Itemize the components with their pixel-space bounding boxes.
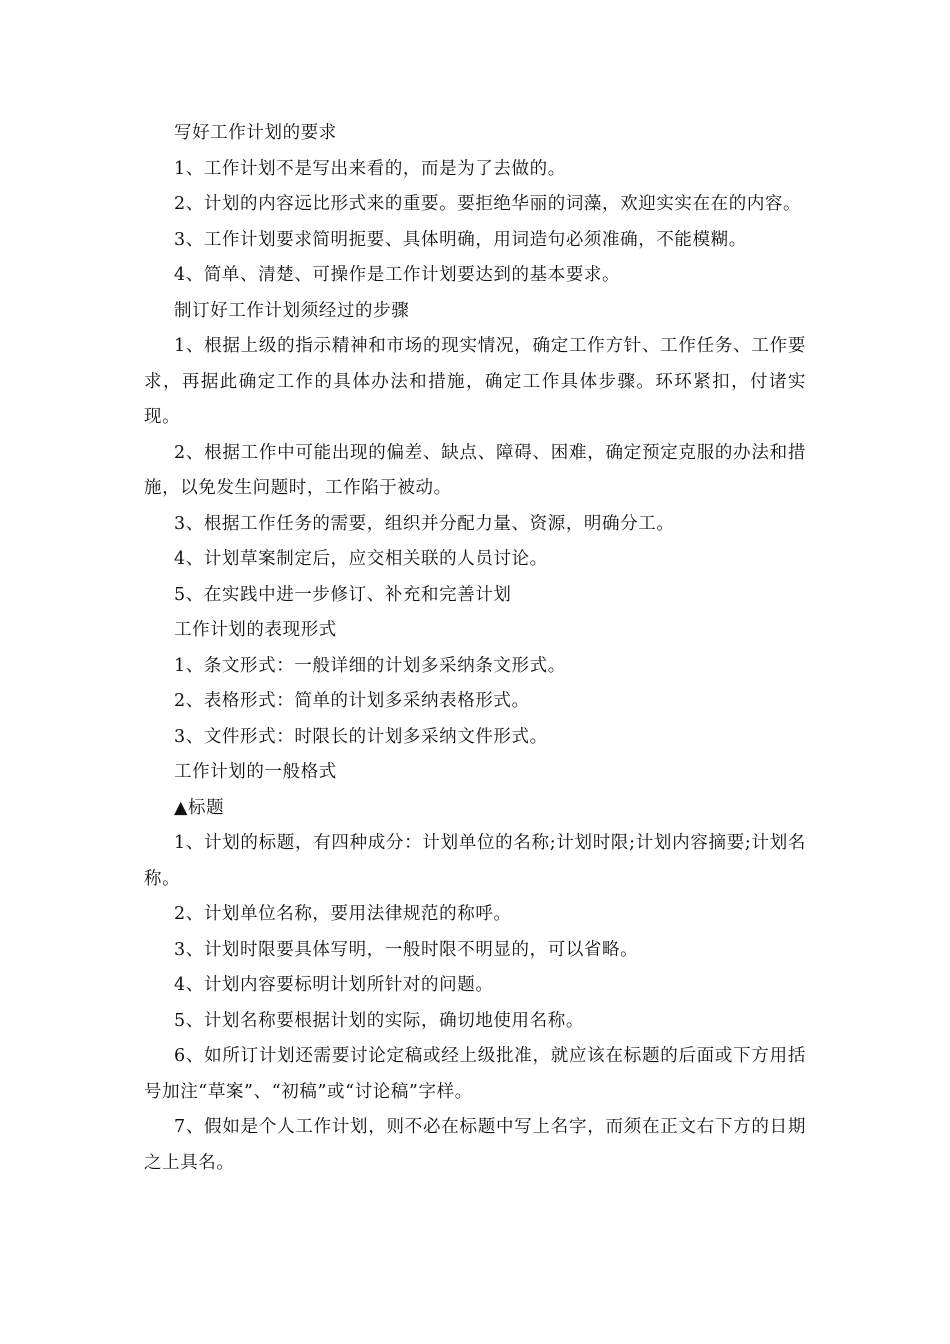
paragraph: 1、计划的标题，有四种成分：计划单位的名称;计划时限;计划内容摘要;计划名称。: [144, 833, 806, 889]
paragraph: 2、计划单位名称，要用法律规范的称呼。: [174, 904, 512, 924]
paragraph: 3、计划时限要具体写明，一般时限不明显的，可以省略。: [174, 939, 639, 960]
document-body: [144, 116, 806, 1181]
paragraph: 2、计划的内容远比形式来的重要。要拒绝华丽的词藻，欢迎实实在在的内容。: [174, 194, 802, 214]
paragraph: 4、计划草案制定后，应交相关联的人员讨论。: [174, 549, 548, 569]
paragraph: 3、工作计划要求简明扼要、具体明确，用词造句必须准确，不能模糊。: [174, 229, 747, 250]
section-heading-forms: 工作计划的表现形式: [174, 620, 337, 640]
paragraph: 1、根据上级的指示精神和市场的现实情况，确定工作方针、工作任务、工作要求，再据此确定工作的具体办法和措施，确定工作具体步骤。环环紧扣，付诸实现。: [144, 336, 806, 427]
section-heading-steps: 制订好工作计划须经过的步骤: [174, 300, 410, 321]
paragraph: 5、计划名称要根据计划的实际，确切地使用名称。: [174, 1010, 584, 1031]
section-heading-format: 工作计划的一般格式: [174, 762, 337, 782]
paragraph: 4、简单、清楚、可操作是工作计划要达到的基本要求。: [174, 265, 621, 285]
paragraph: 2、表格形式：简单的计划多采纳表格形式。: [174, 691, 530, 711]
paragraph: 7、假如是个人工作计划，则不必在标题中写上名字，而须在正文右下方的日期之上具名。: [144, 1117, 806, 1173]
paragraph: 3、文件形式：时限长的计划多采纳文件形式。: [174, 726, 548, 747]
paragraph: 1、条文形式：一般详细的计划多采纳条文形式。: [174, 655, 566, 676]
paragraph: 5、在实践中进一步修订、补充和完善计划: [174, 584, 512, 605]
subheading-title: ▲标题: [174, 797, 225, 818]
section-heading-requirements: 写好工作计划的要求: [174, 123, 337, 143]
paragraph: 2、根据工作中可能出现的偏差、缺点、障碍、困难，确定预定克服的办法和措施，以免发生问题时，工作陷于被动。: [144, 442, 806, 498]
paragraph: 6、如所订计划还需要讨论定稿或经上级批准，就应该在标题的后面或下方用括号加注“草案”、“初稿”或“讨论稿”字样。: [144, 1046, 806, 1102]
paragraph: 3、根据工作任务的需要，组织并分配力量、资源，明确分工。: [174, 513, 675, 534]
paragraph: 1、工作计划不是写出来看的，而是为了去做的。: [174, 158, 566, 179]
paragraph: 4、计划内容要标明计划所针对的问题。: [174, 975, 494, 995]
